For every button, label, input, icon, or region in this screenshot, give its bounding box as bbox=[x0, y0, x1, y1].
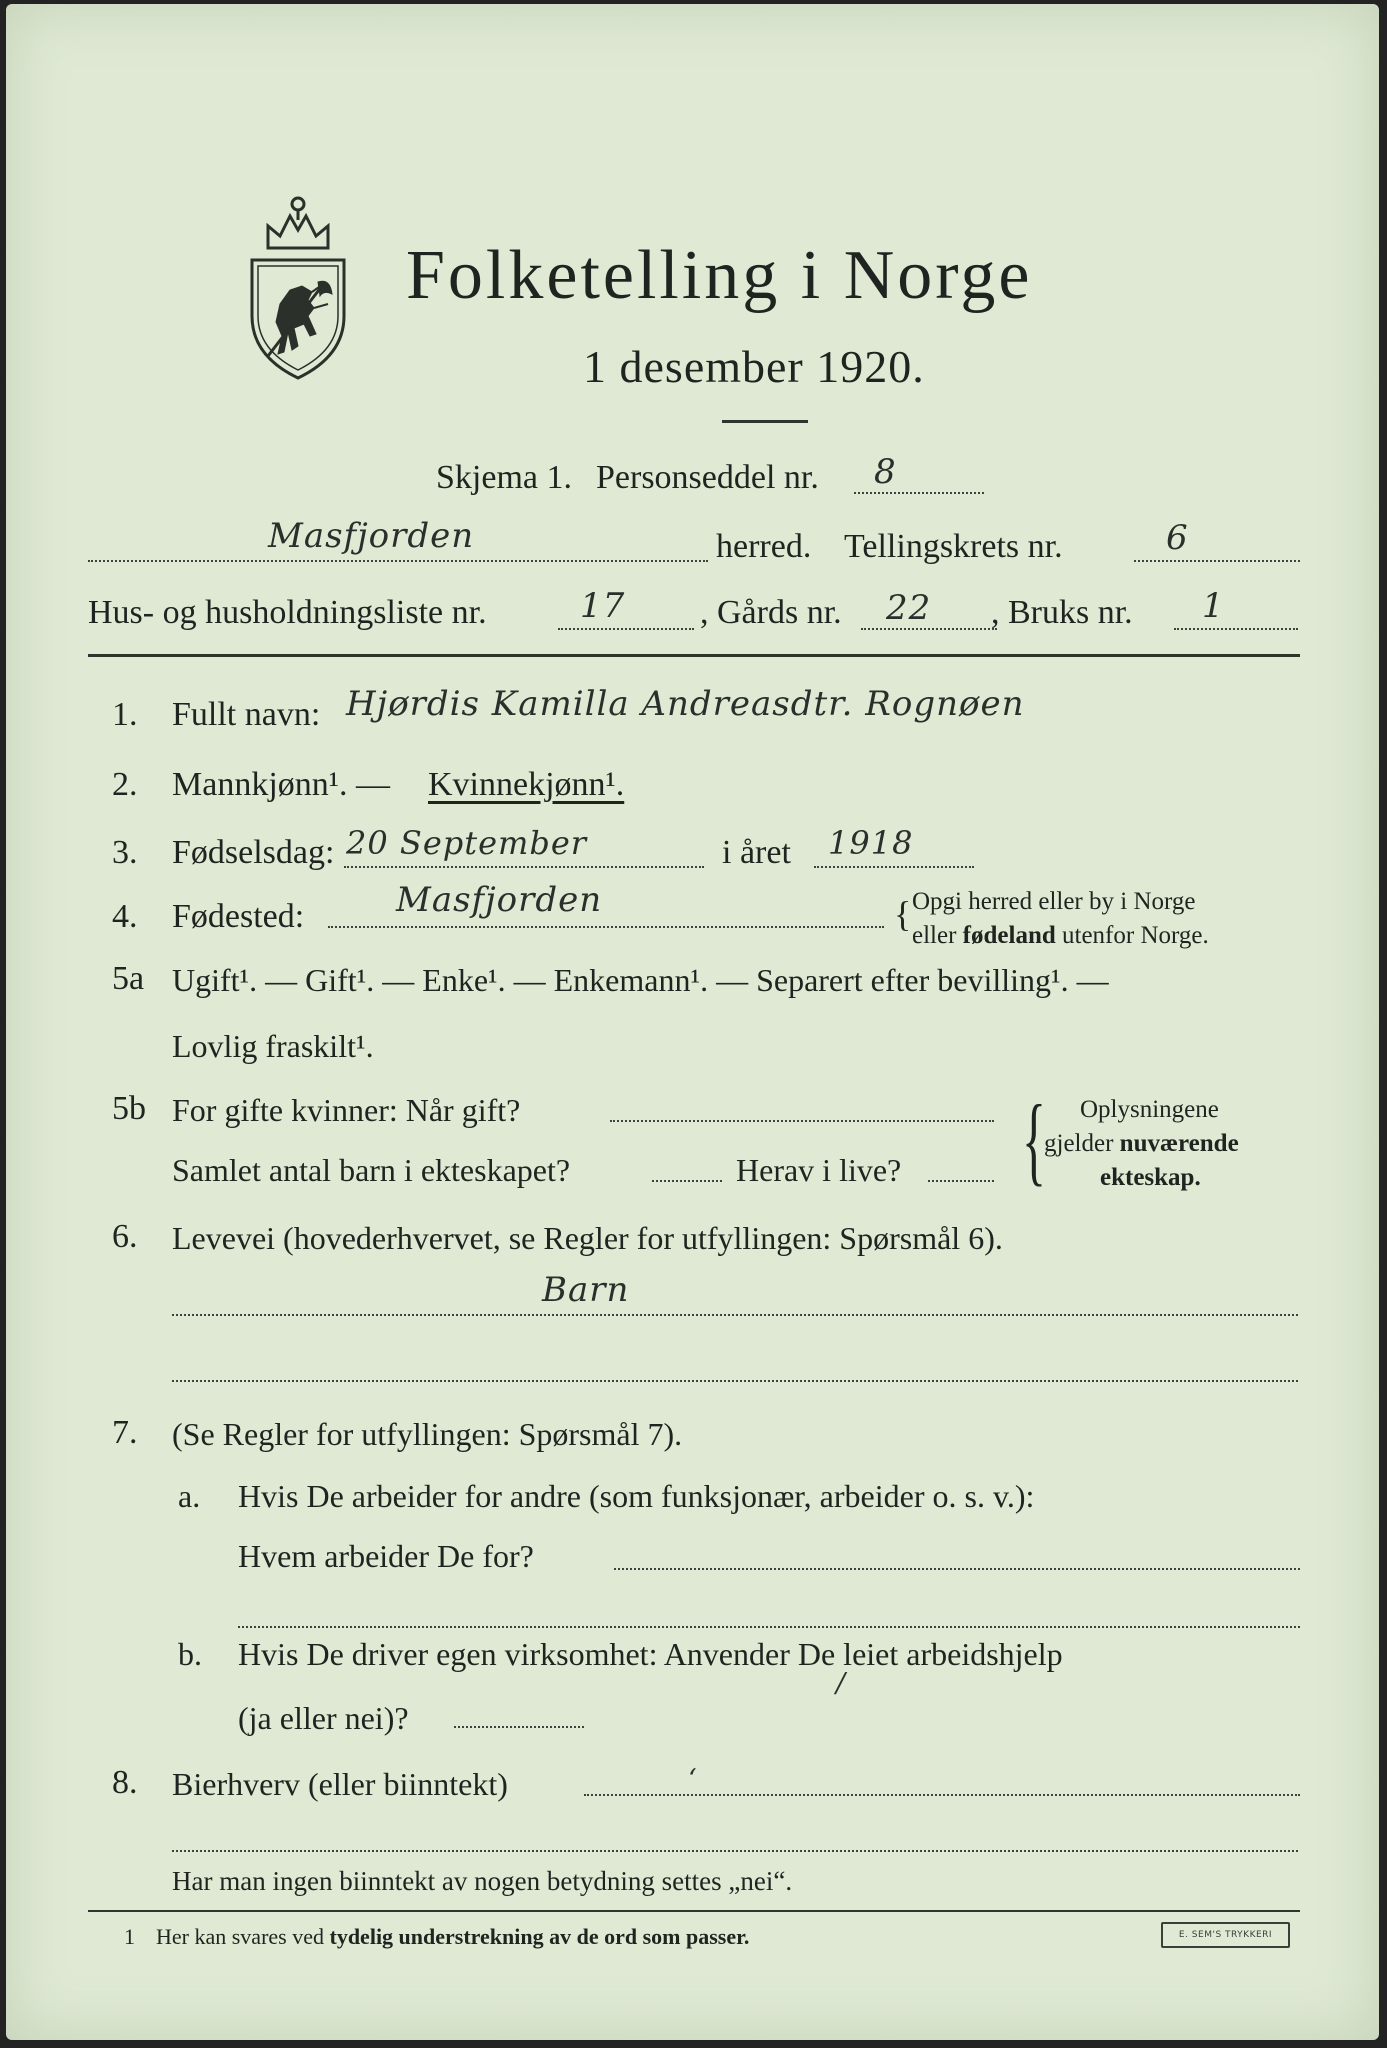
q5b-alive: Herav i live? bbox=[736, 1152, 902, 1188]
q4-note-part-a: eller bbox=[912, 922, 963, 949]
q4-note-line1: Opgi herred eller by i Norge bbox=[912, 888, 1196, 915]
personseddel-line bbox=[854, 492, 984, 494]
birth-year-value: 1918 bbox=[828, 824, 914, 862]
q5a-options: Ugift¹. — Gift¹. — Enke¹. — Enkemann¹. — Separert efter bevilling¹. — bbox=[172, 962, 1109, 998]
husliste-value: 17 bbox=[580, 586, 626, 626]
form-subtitle: 1 desember 1920. bbox=[583, 341, 925, 392]
q5b-when-married: For gifte kvinner: Når gift? bbox=[172, 1092, 521, 1128]
herred-line bbox=[88, 560, 708, 562]
q4-note-line2 bbox=[912, 922, 1209, 950]
q5b-note-part-a: gjelder bbox=[1044, 1130, 1120, 1157]
q2-number: 2. bbox=[112, 766, 138, 803]
q5b-note-line1: Oplysningene bbox=[1080, 1096, 1219, 1123]
side-income-line-2 bbox=[172, 1850, 1298, 1852]
q3-year-label: i året bbox=[722, 834, 791, 871]
q7b-text: Hvis De driver egen virksomhet: Anvender De leiet arbeidshjelp bbox=[238, 1636, 1063, 1672]
printer-stamp: E. SEM'S TRYKKERI bbox=[1161, 1922, 1290, 1948]
birthplace-value: Masfjorden bbox=[396, 880, 603, 920]
q8-text: Bierhverv (eller biinntekt) bbox=[172, 1766, 508, 1802]
q6-number: 6. bbox=[112, 1218, 138, 1255]
q4-number: 4. bbox=[112, 898, 138, 935]
tellingskrets-line bbox=[1134, 560, 1300, 562]
q4-note-brace: { bbox=[894, 894, 912, 934]
employer-line-2 bbox=[238, 1626, 1300, 1628]
bruks-value: 1 bbox=[1202, 586, 1225, 626]
footnote-text-b: tydelig understrekning av de ord som passer. bbox=[329, 1924, 750, 1949]
q2-female-option-underlined: Kvinnekjønn¹. bbox=[428, 766, 625, 803]
herred-value: Masfjorden bbox=[268, 516, 475, 556]
q6-text: Levevei (hovederhvervet, se Regler for utfyllingen: Spørsmål 6). bbox=[172, 1220, 1003, 1256]
herred-label: herred. bbox=[716, 528, 812, 565]
q5a-options-2: Lovlig fraskilt¹. bbox=[172, 1028, 374, 1064]
birthplace-line bbox=[328, 926, 884, 928]
bruks-label: , Bruks nr. bbox=[991, 594, 1133, 631]
birthday-line bbox=[344, 866, 704, 868]
birth-year-line bbox=[814, 866, 974, 868]
footer-rule bbox=[88, 1910, 1300, 1912]
gards-label: , Gårds nr. bbox=[700, 594, 842, 631]
norwegian-coat-of-arms-icon bbox=[238, 186, 358, 386]
hired-help-line bbox=[454, 1726, 584, 1728]
header-rule bbox=[88, 654, 1300, 657]
married-line bbox=[610, 1120, 994, 1122]
children-line bbox=[652, 1180, 722, 1182]
employer-line bbox=[614, 1568, 1300, 1570]
q7b-text-2: (ja eller nei)? bbox=[238, 1700, 409, 1736]
q5b-note-line3: ekteskap. bbox=[1100, 1164, 1201, 1191]
q7a-letter: a. bbox=[178, 1478, 201, 1514]
q5b-note-brace: { bbox=[1022, 1084, 1046, 1195]
q8-mark: ‘ bbox=[688, 1764, 698, 1795]
q4-note-part-b: fødeland bbox=[962, 922, 1056, 949]
alive-line bbox=[928, 1180, 994, 1182]
skjema-label: Skjema 1. bbox=[436, 459, 572, 496]
full-name-value: Hjørdis Kamilla Andreasdtr. Rognøen bbox=[346, 684, 1025, 724]
occupation-line-1 bbox=[172, 1314, 1298, 1316]
q7a-text-2: Hvem arbeider De for? bbox=[238, 1538, 534, 1574]
q7-number: 7. bbox=[112, 1414, 138, 1451]
husliste-label: Hus- og husholdningsliste nr. bbox=[88, 594, 487, 631]
gards-value: 22 bbox=[886, 588, 932, 628]
q5b-note-part-b: nuværende bbox=[1119, 1130, 1239, 1157]
q4-label: Fødested: bbox=[172, 898, 305, 935]
birthday-value: 20 September bbox=[346, 824, 588, 862]
q7a-text: Hvis De arbeider for andre (som funksjonær, arbeider o. s. v.): bbox=[238, 1478, 1035, 1514]
q7b-letter: b. bbox=[178, 1636, 202, 1672]
q5b-number: 5b bbox=[112, 1090, 146, 1127]
q7b-mark: / bbox=[836, 1668, 847, 1699]
footnote-text bbox=[156, 1924, 749, 1950]
no-income-note: Har man ingen biinntekt av nogen betydning settes „nei“. bbox=[172, 1866, 793, 1896]
q3-label: Fødselsdag: bbox=[172, 834, 335, 871]
form-title: Folketelling i Norge bbox=[406, 237, 1033, 314]
q1-number: 1. bbox=[112, 696, 138, 733]
tellingskrets-value: 6 bbox=[1166, 518, 1189, 558]
q5b-note-line2 bbox=[1044, 1130, 1239, 1158]
occupation-value: Barn bbox=[542, 1270, 630, 1310]
occupation-line-2 bbox=[172, 1380, 1298, 1382]
q3-number: 3. bbox=[112, 834, 138, 871]
tellingskrets-label: Tellingskrets nr. bbox=[844, 528, 1063, 565]
q4-note-part-c: utenfor Norge. bbox=[1055, 922, 1209, 949]
q8-number: 8. bbox=[112, 1764, 138, 1801]
gards-line bbox=[861, 628, 997, 630]
q2-male-option: Mannkjønn¹. — bbox=[172, 766, 390, 803]
title-divider bbox=[722, 420, 808, 423]
husliste-line bbox=[558, 628, 694, 630]
q1-label: Fullt navn: bbox=[172, 696, 321, 733]
footnote-text-a: Her kan svares ved bbox=[156, 1924, 330, 1949]
personseddel-value: 8 bbox=[874, 452, 897, 492]
bruks-line bbox=[1174, 628, 1298, 630]
personseddel-label: Personseddel nr. bbox=[596, 459, 819, 496]
footnote-marker: 1 bbox=[124, 1924, 135, 1949]
q5b-children: Samlet antal barn i ekteskapet? bbox=[172, 1152, 571, 1188]
q5a-number: 5a bbox=[112, 960, 145, 997]
census-form-sheet bbox=[6, 4, 1379, 2040]
q7-text: (Se Regler for utfyllingen: Spørsmål 7). bbox=[172, 1416, 683, 1452]
